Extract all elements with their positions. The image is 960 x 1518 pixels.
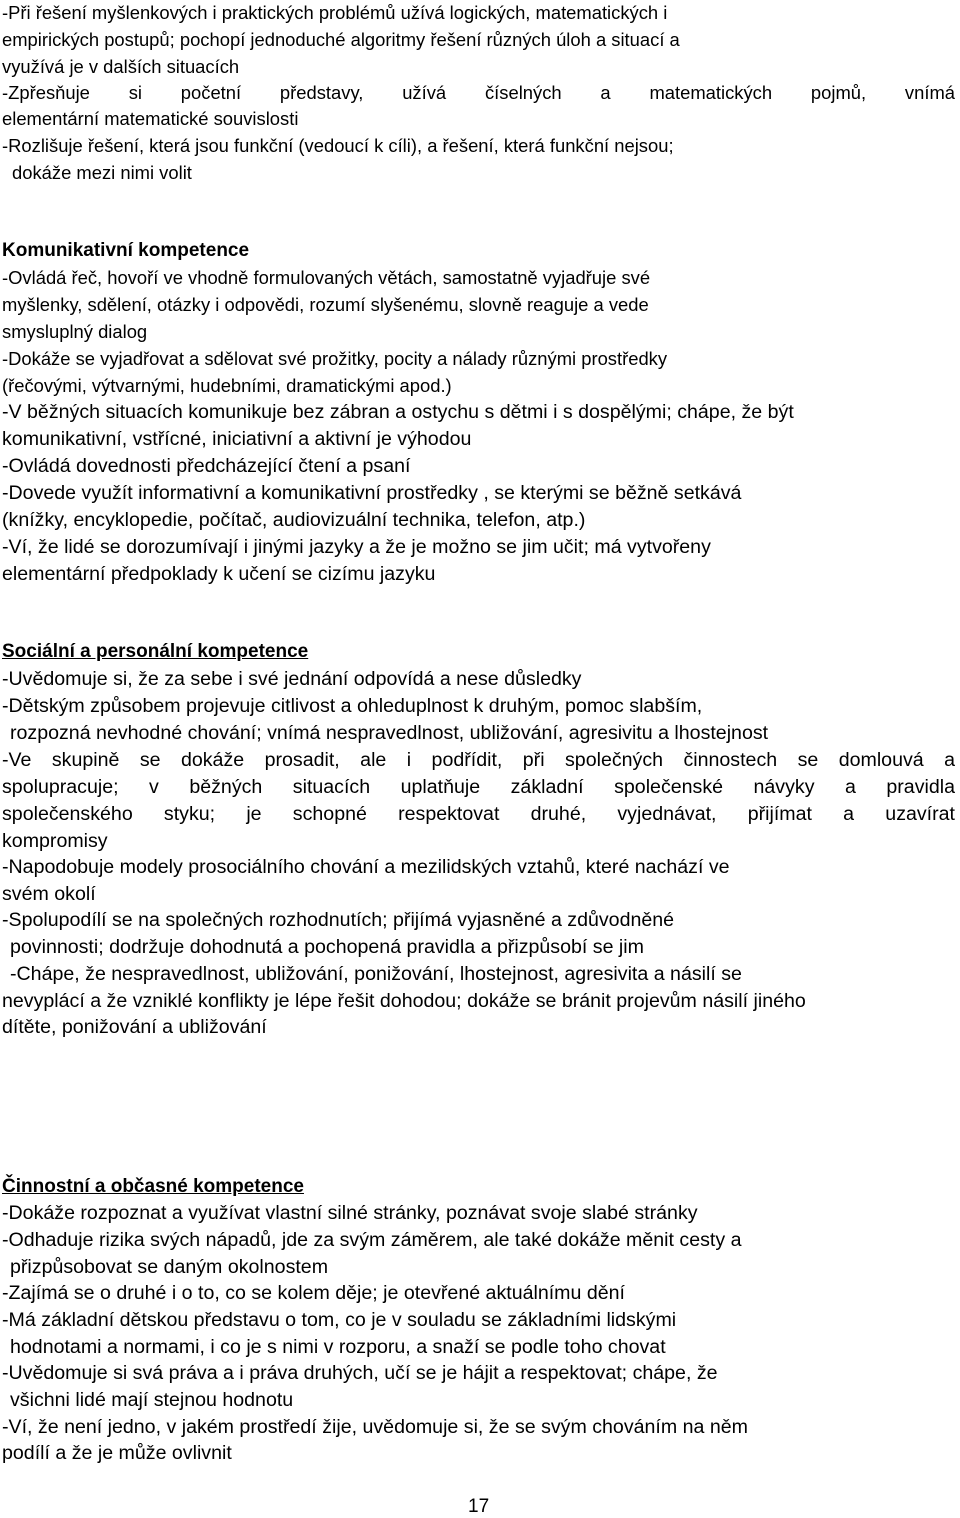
paragraph-line: komunikativní, vstřícné, iniciativní a aktivní je výhodou bbox=[2, 428, 472, 450]
paragraph-line: -Při řešení myšlenkových i praktických problémů užívá logických, matematických i bbox=[2, 2, 668, 23]
paragraph-line: -Chápe, že nespravedlnost, ubližování, ponižování, lhostejnost, agresivita a násilí se bbox=[10, 963, 742, 985]
paragraph-line: -Zajímá se o druhé i o to, co se kolem děje; je otevřené aktuálnímu dění bbox=[2, 1282, 625, 1304]
paragraph-line: elementární matematické souvislosti bbox=[2, 108, 299, 129]
paragraph-line: -Ovládá řeč, hovoří ve vhodně formulovaných větách, samostatně vyjadřuje své bbox=[2, 267, 651, 288]
paragraph-line: -Ve skupině se dokáže prosadit, ale i podřídit, při společných činnostech se domlouvá a bbox=[2, 749, 955, 771]
paragraph-line: -Dokáže rozpoznat a využívat vlastní silné stránky, poznávat svoje slabé stránky bbox=[2, 1202, 698, 1224]
section-heading: Činnostní a občasné kompetence bbox=[2, 1176, 304, 1197]
paragraph-line: podílí a že je může ovlivnit bbox=[2, 1442, 232, 1464]
section-heading: Komunikativní kompetence bbox=[2, 240, 250, 261]
paragraph-line: -Dokáže se vyjadřovat a sdělovat své prožitky, pocity a nálady různými prostředky bbox=[2, 348, 668, 369]
page-number: 17 bbox=[468, 1496, 490, 1517]
paragraph-line: využívá je v dalších situacích bbox=[2, 56, 240, 77]
paragraph-line: spolupracuje; v běžných situacích uplatňuje základní společenské návyky a pravidla bbox=[2, 776, 955, 798]
paragraph-line: -Ovládá dovednosti předcházející čtení a psaní bbox=[2, 455, 411, 477]
paragraph-line: empirických postupů; pochopí jednoduché algoritmy řešení různých úloh a situací a bbox=[2, 29, 680, 50]
paragraph-line: -Uvědomuje si, že za sebe i své jednání odpovídá a nese důsledky bbox=[2, 668, 582, 690]
paragraph-line: -Dětským způsobem projevuje citlivost a ohleduplnost k druhým, pomoc slabším, bbox=[2, 695, 703, 717]
paragraph-line: dítěte, ponižování a ubližování bbox=[2, 1016, 267, 1038]
paragraph-line: přizpůsobovat se daným okolnostem bbox=[10, 1256, 329, 1278]
paragraph-line: elementární předpoklady k učení se cizímu jazyku bbox=[2, 563, 436, 585]
paragraph-line: společenského styku; je schopné respektovat druhé, vyjednávat, přijímat a uzavírat bbox=[2, 803, 955, 825]
paragraph-line: povinnosti; dodržuje dohodnutá a pochopená pravidla a přizpůsobí se jim bbox=[10, 936, 644, 958]
paragraph-line: -V běžných situacích komunikuje bez zábran a ostychu s dětmi i s dospělými; chápe, že být bbox=[2, 401, 794, 423]
paragraph-line: smysluplný dialog bbox=[2, 321, 148, 342]
paragraph-line: -Má základní dětskou představu o tom, co je v souladu se základními lidskými bbox=[2, 1309, 677, 1331]
paragraph-line: hodnotami a normami, i co je s nimi v rozporu, a snaží se podle toho chovat bbox=[10, 1336, 666, 1358]
paragraph-line: myšlenky, sdělení, otázky i odpovědi, rozumí slyšenému, slovně reaguje a vede bbox=[2, 294, 649, 315]
paragraph-line: nevyplácí a že vzniklé konflikty je lépe řešit dohodou; dokáže se bránit projevům násilí jiného bbox=[2, 990, 806, 1012]
paragraph-line: -Rozlišuje řešení, která jsou funkční (vedoucí k cíli), a řešení, která funkční nejsou; bbox=[2, 135, 674, 156]
paragraph-line: -Zpřesňuje si početní představy, užívá číselných a matematických pojmů, vnímá bbox=[2, 82, 955, 103]
paragraph-line: -Napodobuje modely prosociálního chování a mezilidských vztahů, které nachází ve bbox=[2, 856, 730, 878]
paragraph-line: (řečovými, výtvarnými, hudebními, dramatickými apod.) bbox=[2, 375, 452, 396]
paragraph-line: -Ví, že lidé se dorozumívají i jinými jazyky a že je možno se jim učit; má vytvořeny bbox=[2, 536, 711, 558]
section-heading: Sociální a personální kompetence bbox=[2, 641, 309, 662]
paragraph-line: -Ví, že není jedno, v jakém prostředí žije, uvědomuje si, že se svým chováním na něm bbox=[2, 1416, 748, 1438]
paragraph-line: -Dovede využít informativní a komunikativní prostředky , se kterými se běžně setkává bbox=[2, 482, 742, 504]
paragraph-line: svém okolí bbox=[2, 883, 96, 905]
paragraph-line: rozpozná nevhodné chování; vnímá nespravedlnost, ubližování, agresivitu a lhostejnost bbox=[10, 722, 769, 744]
paragraph-line: (knížky, encyklopedie, počítač, audiovizuální technika, telefon, atp.) bbox=[2, 509, 586, 531]
paragraph-line: -Spolupodílí se na společných rozhodnutích; přijímá vyjasněné a zdůvodněné bbox=[2, 909, 675, 931]
paragraph-line: všichni lidé mají stejnou hodnotu bbox=[10, 1389, 294, 1411]
paragraph-line: -Odhaduje rizika svých nápadů, jde za svým záměrem, ale také dokáže měnit cesty a bbox=[2, 1229, 742, 1251]
paragraph-line: -Uvědomuje si svá práva a i práva druhých, učí se je hájit a respektovat; chápe, že bbox=[2, 1362, 718, 1384]
paragraph-line: kompromisy bbox=[2, 830, 108, 852]
paragraph-line: dokáže mezi nimi volit bbox=[12, 162, 192, 183]
